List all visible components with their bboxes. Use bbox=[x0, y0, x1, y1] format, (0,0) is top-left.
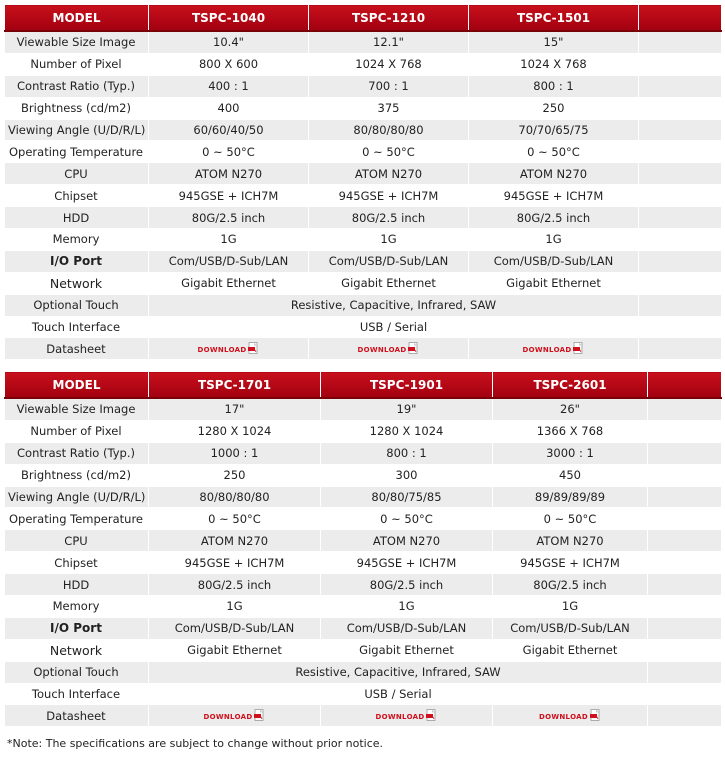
row-label: Viewing Angle (U/D/R/L) bbox=[5, 486, 149, 508]
spec-value: 0 ~ 50°C bbox=[309, 141, 469, 163]
empty-cell bbox=[639, 75, 722, 97]
row-label: HDD bbox=[5, 207, 149, 229]
header-cell: TSPC-1040 bbox=[149, 5, 309, 32]
spec-value: Gigabit Ethernet bbox=[149, 639, 321, 661]
spec-row bbox=[5, 31, 722, 53]
spec-row bbox=[5, 420, 722, 442]
empty-cell bbox=[639, 119, 722, 141]
spec-row bbox=[5, 552, 722, 574]
spec-value: 80G/2.5 inch bbox=[469, 207, 639, 229]
empty-cell bbox=[639, 316, 722, 338]
spec-value: Gigabit Ethernet bbox=[149, 272, 309, 294]
spec-row bbox=[5, 163, 722, 185]
spec-row bbox=[5, 442, 722, 464]
empty-cell bbox=[648, 596, 722, 618]
download-link[interactable] bbox=[204, 709, 266, 724]
spec-value: 80/80/75/85 bbox=[321, 486, 493, 508]
empty-cell bbox=[639, 163, 722, 185]
spec-row bbox=[5, 574, 722, 596]
spec-row bbox=[5, 272, 722, 294]
spec-value: 800 : 1 bbox=[321, 442, 493, 464]
header-row bbox=[5, 5, 722, 32]
empty-cell bbox=[648, 617, 722, 639]
empty-cell bbox=[648, 486, 722, 508]
row-label: I/O Port bbox=[5, 250, 149, 272]
pdf-icon bbox=[573, 342, 584, 357]
spec-row bbox=[5, 229, 722, 251]
spec-value: 1366 X 768 bbox=[493, 420, 648, 442]
spec-row bbox=[5, 596, 722, 618]
empty-cell bbox=[648, 661, 722, 683]
spec-value: 945GSE + ICH7M bbox=[149, 185, 309, 207]
spec-row bbox=[5, 75, 722, 97]
spec-value: 945GSE + ICH7M bbox=[321, 552, 493, 574]
spec-value: 60/60/40/50 bbox=[149, 119, 309, 141]
row-label: Memory bbox=[5, 596, 149, 618]
spec-value: 250 bbox=[149, 464, 321, 486]
spec-value: 80/80/80/80 bbox=[309, 119, 469, 141]
spec-row bbox=[5, 250, 722, 272]
spec-value: ATOM N270 bbox=[149, 163, 309, 185]
spec-value: 400 : 1 bbox=[149, 75, 309, 97]
spec-value: 12.1" bbox=[309, 31, 469, 53]
spec-value: 1280 X 1024 bbox=[321, 420, 493, 442]
header-row bbox=[5, 372, 722, 399]
download-link[interactable] bbox=[376, 709, 438, 724]
spec-value: 80G/2.5 inch bbox=[149, 574, 321, 596]
row-label: Optional Touch bbox=[5, 294, 149, 316]
datasheet-cell bbox=[149, 338, 309, 360]
spec-value: ATOM N270 bbox=[149, 530, 321, 552]
header-model: MODEL bbox=[5, 372, 149, 399]
row-label: Contrast Ratio (Typ.) bbox=[5, 442, 149, 464]
spec-value: 0 ~ 50°C bbox=[469, 141, 639, 163]
empty-cell bbox=[639, 229, 722, 251]
spec-value: 1000 : 1 bbox=[149, 442, 321, 464]
spec-value: ATOM N270 bbox=[469, 163, 639, 185]
footnote: *Note: The specifications are subject to change without prior notice. bbox=[7, 737, 384, 750]
empty-cell bbox=[648, 508, 722, 530]
header-cell bbox=[648, 372, 722, 399]
spec-value: 1024 X 768 bbox=[469, 53, 639, 75]
header-cell: TSPC-1210 bbox=[309, 5, 469, 32]
spec-value: Com/USB/D-Sub/LAN bbox=[469, 250, 639, 272]
spec-value: Gigabit Ethernet bbox=[493, 639, 648, 661]
row-label: Memory bbox=[5, 229, 149, 251]
pdf-icon bbox=[426, 709, 437, 724]
empty-cell bbox=[648, 442, 722, 464]
row-label: HDD bbox=[5, 574, 149, 596]
spec-value: 375 bbox=[309, 97, 469, 119]
header-cell: TSPC-2601 bbox=[493, 372, 648, 399]
row-label: Datasheet bbox=[5, 338, 149, 360]
row-label: Number of Pixel bbox=[5, 53, 149, 75]
empty-cell bbox=[639, 53, 722, 75]
download-link[interactable] bbox=[198, 342, 260, 357]
download-label: DOWNLOAD bbox=[357, 345, 407, 354]
download-link[interactable] bbox=[539, 709, 601, 724]
pdf-icon bbox=[590, 709, 601, 724]
pdf-icon bbox=[254, 709, 265, 724]
spec-value: Gigabit Ethernet bbox=[321, 639, 493, 661]
spec-value: 80/80/80/80 bbox=[149, 486, 321, 508]
spec-value-span: USB / Serial bbox=[149, 316, 639, 338]
spec-row bbox=[5, 530, 722, 552]
spec-value: ATOM N270 bbox=[321, 530, 493, 552]
datasheet-cell bbox=[493, 705, 648, 727]
spec-value: 0 ~ 50°C bbox=[493, 508, 648, 530]
empty-cell bbox=[648, 639, 722, 661]
empty-cell bbox=[639, 97, 722, 119]
spec-value-span: USB / Serial bbox=[149, 683, 648, 705]
spec-table-1 bbox=[4, 4, 722, 360]
spec-value: 3000 : 1 bbox=[493, 442, 648, 464]
spec-row bbox=[5, 508, 722, 530]
row-label: Datasheet bbox=[5, 705, 149, 727]
empty-cell bbox=[648, 464, 722, 486]
header-cell: TSPC-1901 bbox=[321, 372, 493, 399]
spec-row bbox=[5, 639, 722, 661]
empty-cell bbox=[639, 207, 722, 229]
spec-row bbox=[5, 97, 722, 119]
spec-value: 800 X 600 bbox=[149, 53, 309, 75]
row-label: Operating Temperature bbox=[5, 141, 149, 163]
datasheet-cell bbox=[469, 338, 639, 360]
spec-value: Com/USB/D-Sub/LAN bbox=[321, 617, 493, 639]
empty-cell bbox=[648, 705, 722, 727]
row-label: Viewing Angle (U/D/R/L) bbox=[5, 119, 149, 141]
empty-cell bbox=[639, 338, 722, 360]
spec-value: 800 : 1 bbox=[469, 75, 639, 97]
spec-value: 250 bbox=[469, 97, 639, 119]
row-label: Optional Touch bbox=[5, 661, 149, 683]
spec-row bbox=[5, 338, 722, 360]
spec-value: 945GSE + ICH7M bbox=[149, 552, 321, 574]
empty-cell bbox=[639, 31, 722, 53]
empty-cell bbox=[648, 530, 722, 552]
spec-value: 80G/2.5 inch bbox=[149, 207, 309, 229]
row-label: Brightness (cd/m2) bbox=[5, 97, 149, 119]
spec-value: 15" bbox=[469, 31, 639, 53]
spec-value: 1G bbox=[469, 229, 639, 251]
empty-cell bbox=[639, 294, 722, 316]
row-label: Network bbox=[5, 639, 149, 661]
row-label: Contrast Ratio (Typ.) bbox=[5, 75, 149, 97]
spec-value: 1G bbox=[309, 229, 469, 251]
empty-cell bbox=[648, 420, 722, 442]
row-label: Touch Interface bbox=[5, 683, 149, 705]
spec-value: 17" bbox=[149, 398, 321, 420]
spec-value: 70/70/65/75 bbox=[469, 119, 639, 141]
spec-value-span: Resistive, Capacitive, Infrared, SAW bbox=[149, 661, 648, 683]
spec-value: Com/USB/D-Sub/LAN bbox=[149, 617, 321, 639]
spec-value: 1G bbox=[321, 596, 493, 618]
download-link[interactable] bbox=[358, 342, 420, 357]
spec-value: 19" bbox=[321, 398, 493, 420]
row-label: I/O Port bbox=[5, 617, 149, 639]
empty-cell bbox=[639, 141, 722, 163]
spec-value: Com/USB/D-Sub/LAN bbox=[493, 617, 648, 639]
row-label: Chipset bbox=[5, 185, 149, 207]
spec-row bbox=[5, 119, 722, 141]
spec-value: 300 bbox=[321, 464, 493, 486]
spec-value: 945GSE + ICH7M bbox=[469, 185, 639, 207]
spec-value: 0 ~ 50°C bbox=[149, 508, 321, 530]
spec-value: Com/USB/D-Sub/LAN bbox=[149, 250, 309, 272]
header-model: MODEL bbox=[5, 5, 149, 32]
spec-value: 700 : 1 bbox=[309, 75, 469, 97]
spec-row bbox=[5, 486, 722, 508]
spec-table-2 bbox=[4, 371, 722, 727]
spec-value: 89/89/89/89 bbox=[493, 486, 648, 508]
spec-value: 0 ~ 50°C bbox=[321, 508, 493, 530]
spec-row bbox=[5, 464, 722, 486]
spec-row bbox=[5, 185, 722, 207]
empty-cell bbox=[639, 250, 722, 272]
spec-row bbox=[5, 705, 722, 727]
download-label: DOWNLOAD bbox=[539, 712, 588, 721]
datasheet-cell bbox=[149, 705, 321, 727]
empty-cell bbox=[648, 552, 722, 574]
spec-value: 945GSE + ICH7M bbox=[493, 552, 648, 574]
spec-row bbox=[5, 316, 722, 338]
spec-value: 0 ~ 50°C bbox=[149, 141, 309, 163]
spec-row bbox=[5, 53, 722, 75]
spec-value: 1G bbox=[149, 229, 309, 251]
spec-row bbox=[5, 661, 722, 683]
spec-value: 1024 X 768 bbox=[309, 53, 469, 75]
header-cell bbox=[639, 5, 722, 32]
download-label: DOWNLOAD bbox=[203, 712, 253, 721]
row-label: Chipset bbox=[5, 552, 149, 574]
spec-value: 10.4" bbox=[149, 31, 309, 53]
header-cell: TSPC-1701 bbox=[149, 372, 321, 399]
empty-cell bbox=[648, 683, 722, 705]
row-label: Touch Interface bbox=[5, 316, 149, 338]
spec-value: ATOM N270 bbox=[493, 530, 648, 552]
row-label: Viewable Size Image bbox=[5, 398, 149, 420]
spec-value: 450 bbox=[493, 464, 648, 486]
row-label: Number of Pixel bbox=[5, 420, 149, 442]
datasheet-cell bbox=[321, 705, 493, 727]
spec-value: Gigabit Ethernet bbox=[469, 272, 639, 294]
row-label: CPU bbox=[5, 163, 149, 185]
empty-cell bbox=[639, 272, 722, 294]
spec-value-span: Resistive, Capacitive, Infrared, SAW bbox=[149, 294, 639, 316]
empty-cell bbox=[639, 185, 722, 207]
spec-value: 80G/2.5 inch bbox=[309, 207, 469, 229]
spec-value: Gigabit Ethernet bbox=[309, 272, 469, 294]
empty-cell bbox=[648, 574, 722, 596]
spec-value: 80G/2.5 inch bbox=[321, 574, 493, 596]
datasheet-cell bbox=[309, 338, 469, 360]
row-label: Brightness (cd/m2) bbox=[5, 464, 149, 486]
spec-value: Com/USB/D-Sub/LAN bbox=[309, 250, 469, 272]
spec-row bbox=[5, 141, 722, 163]
download-link[interactable] bbox=[523, 342, 585, 357]
header-cell: TSPC-1501 bbox=[469, 5, 639, 32]
download-label: DOWNLOAD bbox=[197, 345, 247, 354]
empty-cell bbox=[648, 398, 722, 420]
row-label: Viewable Size Image bbox=[5, 31, 149, 53]
spec-value: 945GSE + ICH7M bbox=[309, 185, 469, 207]
row-label: CPU bbox=[5, 530, 149, 552]
download-label: DOWNLOAD bbox=[522, 345, 572, 354]
spec-value: 400 bbox=[149, 97, 309, 119]
spec-row bbox=[5, 683, 722, 705]
pdf-icon bbox=[408, 342, 419, 357]
row-label: Operating Temperature bbox=[5, 508, 149, 530]
spec-value: 1G bbox=[493, 596, 648, 618]
spec-value: 1280 X 1024 bbox=[149, 420, 321, 442]
spec-value: 80G/2.5 inch bbox=[493, 574, 648, 596]
spec-value: ATOM N270 bbox=[309, 163, 469, 185]
spec-value: 1G bbox=[149, 596, 321, 618]
spec-value: 26" bbox=[493, 398, 648, 420]
download-label: DOWNLOAD bbox=[375, 712, 425, 721]
spec-row bbox=[5, 207, 722, 229]
spec-row bbox=[5, 617, 722, 639]
row-label: Network bbox=[5, 272, 149, 294]
spec-row bbox=[5, 398, 722, 420]
pdf-icon bbox=[248, 342, 259, 357]
spec-row bbox=[5, 294, 722, 316]
